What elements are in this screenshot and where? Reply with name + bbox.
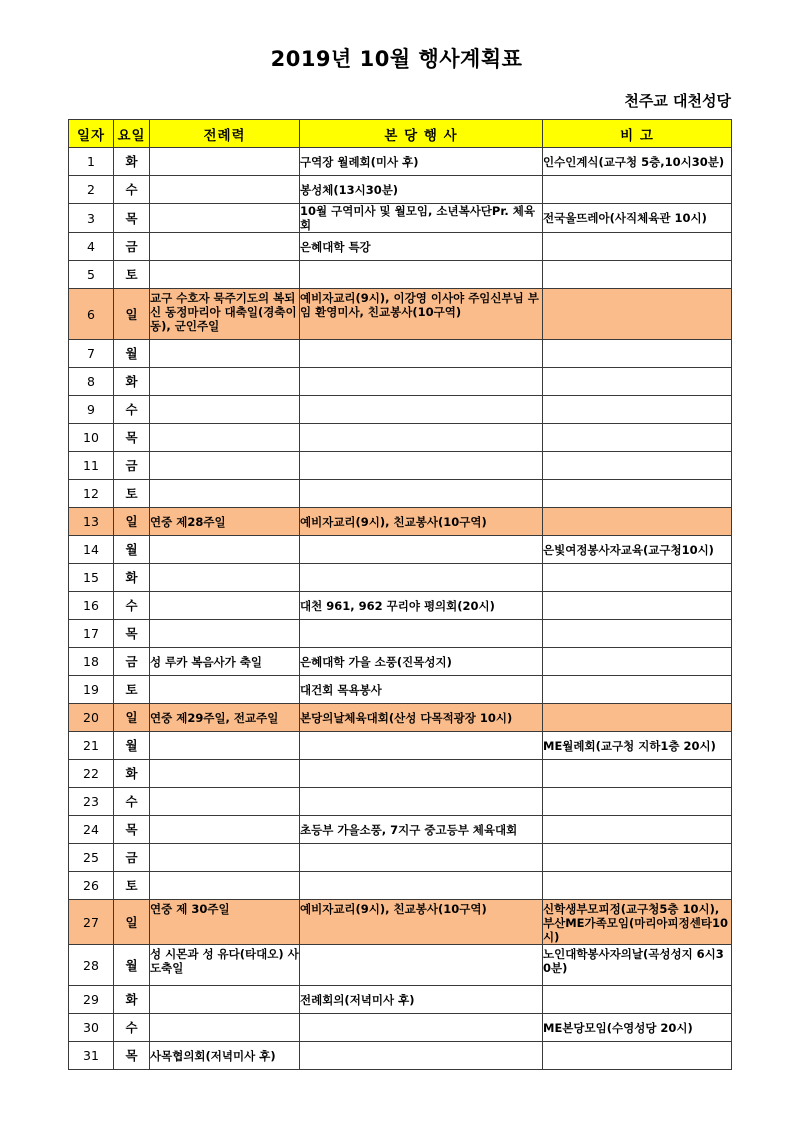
cell-liturgy [150, 844, 300, 872]
cell-weekday: 수 [114, 176, 150, 204]
cell-event: 예비자교리(9시), 친교봉사(10구역) [300, 508, 543, 536]
table-row [69, 676, 732, 704]
cell-liturgy [150, 760, 300, 788]
cell-liturgy [150, 816, 300, 844]
cell-event [300, 788, 543, 816]
cell-date: 30 [69, 1014, 114, 1042]
cell-note [543, 452, 732, 480]
cell-liturgy [150, 452, 300, 480]
cell-date: 22 [69, 760, 114, 788]
column-header-liturgy: 전례력 [150, 120, 300, 148]
cell-event: 은혜대학 특강 [300, 233, 543, 261]
cell-liturgy [150, 396, 300, 424]
cell-weekday: 금 [114, 233, 150, 261]
cell-liturgy [150, 233, 300, 261]
cell-weekday: 화 [114, 368, 150, 396]
cell-date: 14 [69, 536, 114, 564]
cell-weekday: 수 [114, 592, 150, 620]
cell-date: 18 [69, 648, 114, 676]
cell-event: 은혜대학 가을 소풍(진목성지) [300, 648, 543, 676]
cell-event [300, 396, 543, 424]
cell-event: 봉성체(13시30분) [300, 176, 543, 204]
cell-date: 20 [69, 704, 114, 732]
cell-date: 19 [69, 676, 114, 704]
cell-event [300, 424, 543, 452]
cell-event [300, 760, 543, 788]
table-row [69, 536, 732, 564]
cell-note [543, 704, 732, 732]
cell-event [300, 564, 543, 592]
cell-date: 5 [69, 261, 114, 289]
cell-date: 13 [69, 508, 114, 536]
table-row [69, 620, 732, 648]
cell-date: 21 [69, 732, 114, 760]
cell-date: 31 [69, 1042, 114, 1070]
cell-liturgy [150, 788, 300, 816]
cell-weekday: 토 [114, 872, 150, 900]
cell-event: 예비자교리(9시), 친교봉사(10구역) [300, 900, 543, 945]
cell-liturgy [150, 368, 300, 396]
cell-weekday: 토 [114, 676, 150, 704]
cell-note [543, 676, 732, 704]
cell-date: 1 [69, 148, 114, 176]
cell-note [543, 986, 732, 1014]
cell-note [543, 261, 732, 289]
cell-note [543, 396, 732, 424]
cell-note: ME월례회(교구청 지하1층 20시) [543, 732, 732, 760]
cell-note [543, 1042, 732, 1070]
table-row [69, 704, 732, 732]
cell-event: 예비자교리(9시), 이강영 이사야 주임신부님 부임 환영미사, 친교봉사(10구역) [300, 289, 543, 340]
cell-note [543, 760, 732, 788]
table-row [69, 452, 732, 480]
cell-liturgy [150, 732, 300, 760]
column-header-day: 요일 [114, 120, 150, 148]
table-row [69, 233, 732, 261]
cell-event: 구역장 월례회(미사 후) [300, 148, 543, 176]
cell-event: 본당의날체육대회(산성 다목적광장 10시) [300, 704, 543, 732]
table-row [69, 480, 732, 508]
cell-date: 28 [69, 945, 114, 986]
cell-event [300, 536, 543, 564]
table-row [69, 564, 732, 592]
cell-note: 노인대학봉사자의날(곡성성지 6시30분) [543, 945, 732, 986]
cell-date: 4 [69, 233, 114, 261]
table-row [69, 900, 732, 945]
cell-liturgy: 성 루카 복음사가 축일 [150, 648, 300, 676]
cell-liturgy: 사목협의회(저녁미사 후) [150, 1042, 300, 1070]
cell-weekday: 월 [114, 945, 150, 986]
table-body [69, 148, 732, 1070]
cell-event [300, 1042, 543, 1070]
cell-weekday: 목 [114, 1042, 150, 1070]
cell-event: 대천 961, 962 꾸리야 평의회(20시) [300, 592, 543, 620]
cell-date: 23 [69, 788, 114, 816]
cell-weekday: 화 [114, 148, 150, 176]
cell-liturgy: 연중 제28주일 [150, 508, 300, 536]
cell-note [543, 368, 732, 396]
cell-date: 8 [69, 368, 114, 396]
table-row [69, 508, 732, 536]
table-row [69, 396, 732, 424]
cell-event [300, 945, 543, 986]
cell-note [543, 508, 732, 536]
cell-liturgy [150, 340, 300, 368]
cell-liturgy [150, 872, 300, 900]
cell-liturgy [150, 676, 300, 704]
cell-note [543, 648, 732, 676]
header-row [69, 120, 732, 148]
cell-weekday: 월 [114, 340, 150, 368]
cell-note [543, 564, 732, 592]
cell-weekday: 목 [114, 424, 150, 452]
cell-weekday: 월 [114, 732, 150, 760]
cell-note [543, 176, 732, 204]
cell-weekday: 목 [114, 620, 150, 648]
column-header-note: 비 고 [543, 120, 732, 148]
cell-event [300, 732, 543, 760]
cell-weekday: 월 [114, 536, 150, 564]
cell-event [300, 1014, 543, 1042]
table-row [69, 945, 732, 986]
monthly-schedule-table [68, 119, 732, 1070]
cell-event [300, 261, 543, 289]
cell-note: 전국울뜨레아(사직체육관 10시) [543, 204, 732, 233]
cell-date: 26 [69, 872, 114, 900]
column-header-date: 일자 [69, 120, 114, 148]
cell-liturgy [150, 592, 300, 620]
organization-name: 천주교 대천성당 [624, 92, 731, 111]
cell-date: 25 [69, 844, 114, 872]
cell-weekday: 토 [114, 480, 150, 508]
cell-liturgy [150, 261, 300, 289]
cell-event: 대건회 목욕봉사 [300, 676, 543, 704]
table-row [69, 424, 732, 452]
cell-date: 7 [69, 340, 114, 368]
cell-date: 11 [69, 452, 114, 480]
page-title: 2019년 10월 행사계획표 [270, 47, 523, 71]
cell-weekday: 화 [114, 760, 150, 788]
cell-liturgy [150, 176, 300, 204]
cell-liturgy: 성 시몬과 성 유다(타대오) 사도축일 [150, 945, 300, 986]
cell-event [300, 480, 543, 508]
table-row [69, 176, 732, 204]
table-row [69, 340, 732, 368]
cell-note: 인수인계식(교구청 5층,10시30분) [543, 148, 732, 176]
cell-note: ME본당모임(수영성당 20시) [543, 1014, 732, 1042]
cell-liturgy [150, 424, 300, 452]
cell-date: 12 [69, 480, 114, 508]
cell-weekday: 목 [114, 816, 150, 844]
cell-event: 초등부 가을소풍, 7지구 중고등부 체육대회 [300, 816, 543, 844]
cell-note [543, 233, 732, 261]
cell-date: 24 [69, 816, 114, 844]
cell-weekday: 금 [114, 844, 150, 872]
cell-event: 전례회의(저녁미사 후) [300, 986, 543, 1014]
cell-weekday: 화 [114, 986, 150, 1014]
cell-date: 15 [69, 564, 114, 592]
table-header [69, 120, 732, 148]
cell-weekday: 수 [114, 396, 150, 424]
cell-date: 16 [69, 592, 114, 620]
cell-weekday: 목 [114, 204, 150, 233]
cell-weekday: 수 [114, 1014, 150, 1042]
table-row [69, 1014, 732, 1042]
cell-date: 6 [69, 289, 114, 340]
cell-note [543, 424, 732, 452]
cell-weekday: 일 [114, 289, 150, 340]
cell-event [300, 620, 543, 648]
cell-event: 10월 구역미사 및 월모임, 소년복사단Pr. 체육회 [300, 204, 543, 233]
cell-liturgy: 연중 제 30주일 [150, 900, 300, 945]
cell-note [543, 844, 732, 872]
cell-weekday: 금 [114, 452, 150, 480]
cell-weekday: 수 [114, 788, 150, 816]
cell-note: 신학생부모피정(교구청5층 10시), 부산ME가족모임(마리아피정센타10시) [543, 900, 732, 945]
cell-note [543, 872, 732, 900]
column-header-event: 본 당 행 사 [300, 120, 543, 148]
cell-date: 3 [69, 204, 114, 233]
cell-liturgy [150, 564, 300, 592]
cell-weekday: 토 [114, 261, 150, 289]
table-row [69, 816, 732, 844]
cell-liturgy [150, 480, 300, 508]
cell-event [300, 340, 543, 368]
cell-liturgy: 연중 제29주일, 전교주일 [150, 704, 300, 732]
table-row [69, 368, 732, 396]
cell-note: 은빛여정봉사자교육(교구청10시) [543, 536, 732, 564]
cell-date: 9 [69, 396, 114, 424]
cell-liturgy [150, 204, 300, 233]
table-row [69, 844, 732, 872]
cell-note [543, 592, 732, 620]
table-row [69, 648, 732, 676]
cell-date: 2 [69, 176, 114, 204]
cell-date: 17 [69, 620, 114, 648]
cell-liturgy [150, 620, 300, 648]
table-row [69, 872, 732, 900]
table-row [69, 1042, 732, 1070]
cell-weekday: 일 [114, 704, 150, 732]
cell-liturgy [150, 148, 300, 176]
cell-event [300, 452, 543, 480]
cell-note [543, 289, 732, 340]
table-row [69, 760, 732, 788]
cell-date: 27 [69, 900, 114, 945]
cell-liturgy [150, 1014, 300, 1042]
cell-date: 29 [69, 986, 114, 1014]
cell-weekday: 화 [114, 564, 150, 592]
cell-weekday: 일 [114, 508, 150, 536]
cell-date: 10 [69, 424, 114, 452]
table-row [69, 204, 732, 233]
calendar-table-container [0, 110, 793, 1070]
cell-weekday: 금 [114, 648, 150, 676]
cell-liturgy [150, 986, 300, 1014]
cell-note [543, 788, 732, 816]
cell-note [543, 620, 732, 648]
table-row [69, 732, 732, 760]
cell-note [543, 816, 732, 844]
table-row [69, 986, 732, 1014]
table-row [69, 289, 732, 340]
table-row [69, 148, 732, 176]
cell-weekday: 일 [114, 900, 150, 945]
cell-liturgy: 교구 수호자 묵주기도의 복되신 동정마리아 대축일(경축이동), 군인주일 [150, 289, 300, 340]
cell-liturgy [150, 536, 300, 564]
cell-note [543, 480, 732, 508]
table-row [69, 788, 732, 816]
cell-event [300, 872, 543, 900]
table-row [69, 592, 732, 620]
cell-event [300, 368, 543, 396]
table-row [69, 261, 732, 289]
cell-note [543, 340, 732, 368]
cell-event [300, 844, 543, 872]
